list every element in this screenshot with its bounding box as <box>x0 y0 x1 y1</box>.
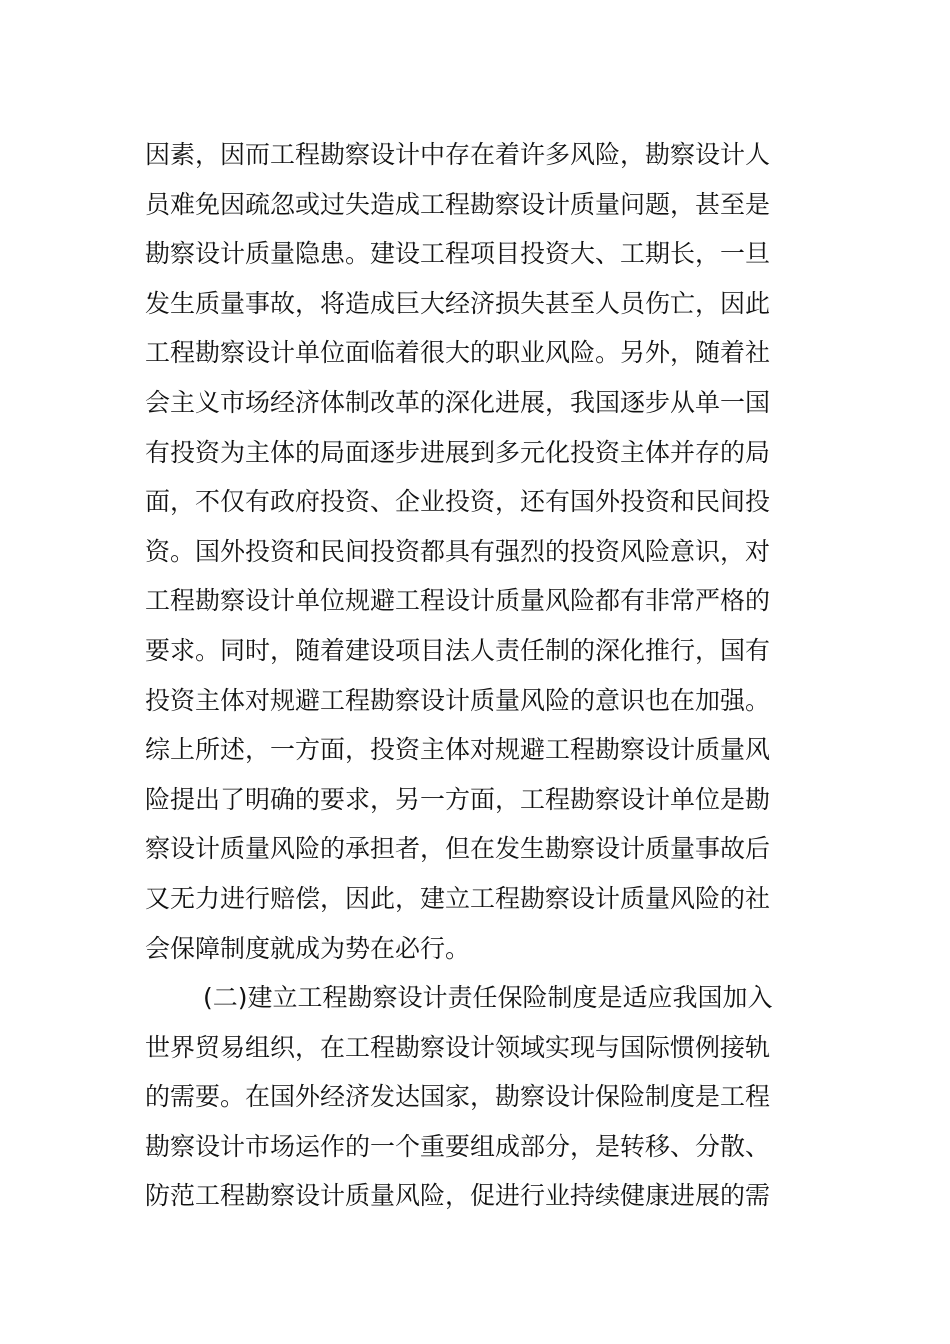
text-line: 综上所述，一方面，投资主体对规避工程勘察设计质量风 <box>145 735 771 765</box>
text-line: 发生质量事故，将造成巨大经济损失甚至人员伤亡，因此 <box>145 288 771 318</box>
text-line: 面，不仅有政府投资、企业投资，还有国外投资和民间投 <box>145 487 771 517</box>
text-line: 的需要。在国外经济发达国家，勘察设计保险制度是工程 <box>145 1082 771 1112</box>
text-line: 因素，因而工程勘察设计中存在着许多风险，勘察设计人 <box>145 140 771 169</box>
text-line: 资。国外投资和民间投资都具有强烈的投资风险意识，对 <box>145 536 771 566</box>
text-line: 投资主体对规避工程勘察设计质量风险的意识也在加强。 <box>145 685 771 715</box>
text-line: 世界贸易组织，在工程勘察设计领域实现与国际惯例接轨 <box>145 1032 771 1062</box>
text-line: 要求。同时，随着建设项目法人责任制的深化推行，国有 <box>145 635 771 665</box>
section-heading-line: (二)建立工程勘察设计责任保险制度是适应我国加入 <box>203 983 773 1013</box>
body-text <box>145 130 790 1221</box>
text-line: 员难免因疏忽或过失造成工程勘察设计质量问题，甚至是 <box>145 189 771 219</box>
text-line: 会保障制度就成为势在必行。 <box>145 933 471 963</box>
text-line: 察设计质量风险的承担者，但在发生勘察设计质量事故后 <box>145 834 771 864</box>
text-line: 防范工程勘察设计质量风险，促进行业持续健康进展的需 <box>145 1181 771 1211</box>
text-line: 工程勘察设计单位规避工程设计质量风险都有非常严格的 <box>145 586 771 616</box>
text-line: 险提出了明确的要求，另一方面，工程勘察设计单位是勘 <box>145 784 771 814</box>
text-line: 工程勘察设计单位面临着很大的职业风险。另外，随着社 <box>145 338 771 368</box>
text-line: 又无力进行赔偿，因此，建立工程勘察设计质量风险的社 <box>145 883 771 913</box>
text-line: 勘察设计质量隐患。建设工程项目投资大、工期长，一旦 <box>145 239 771 269</box>
text-line: 会主义市场经济体制改革的深化进展，我国逐步从单一国 <box>145 387 771 417</box>
text-line: 有投资为主体的局面逐步进展到多元化投资主体并存的局 <box>145 437 771 467</box>
text-line: 勘察设计市场运作的一个重要组成部分，是转移、分散、 <box>145 1131 771 1161</box>
